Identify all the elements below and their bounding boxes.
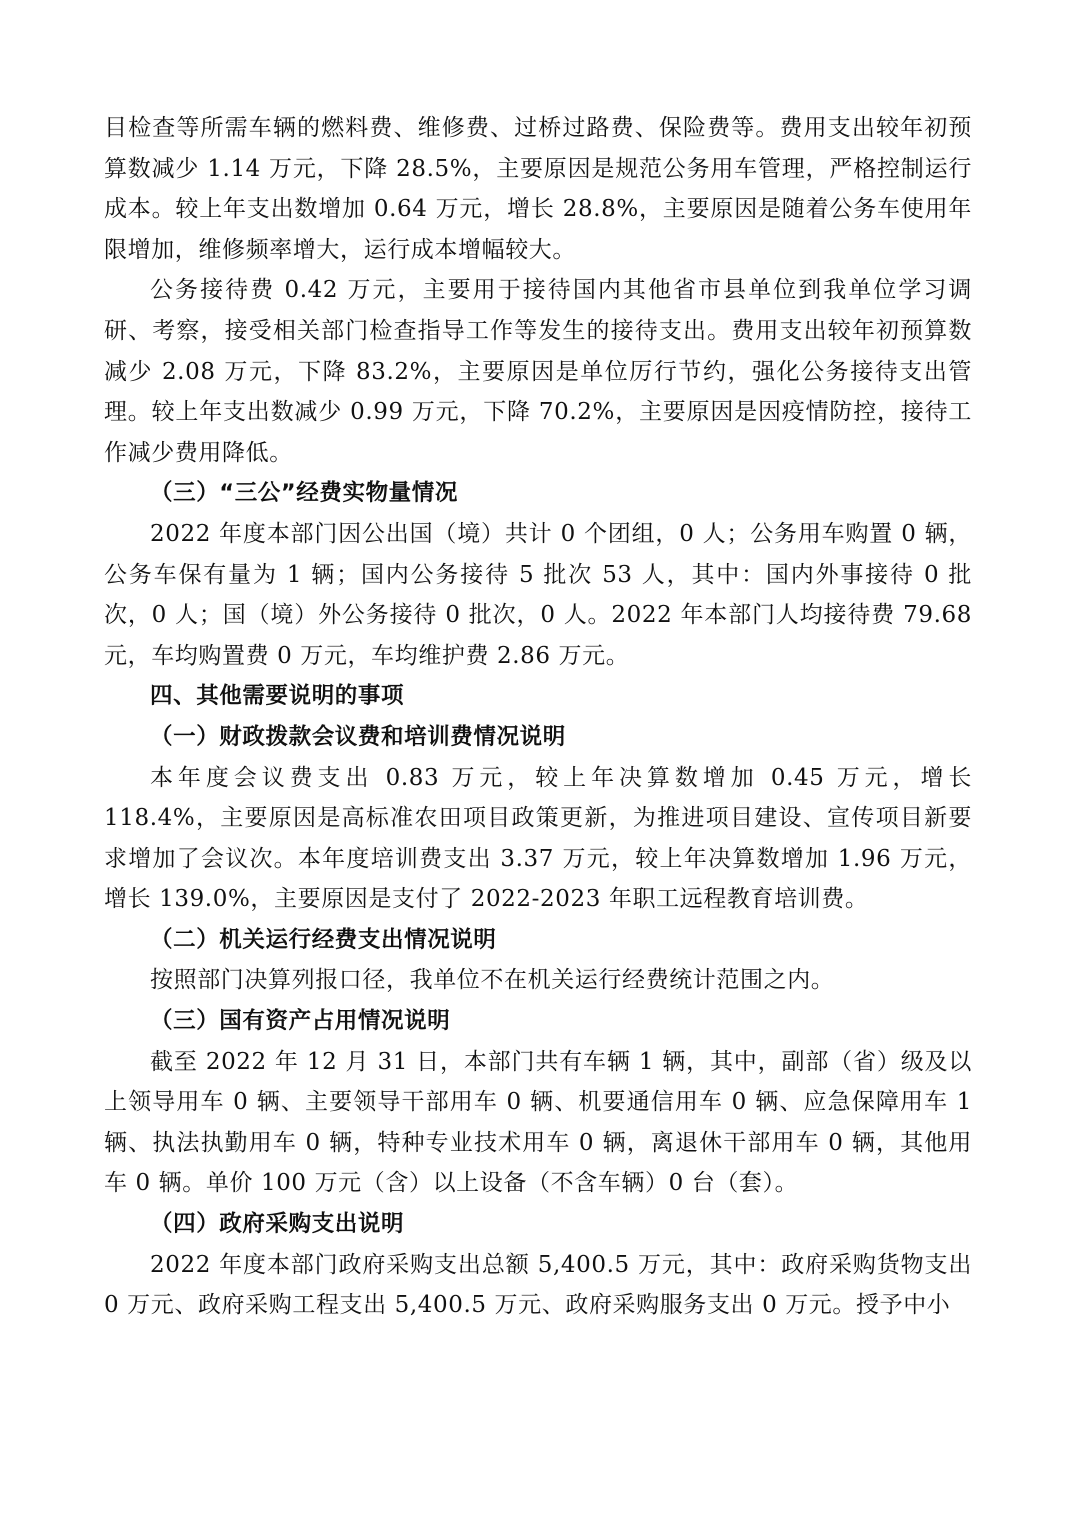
paragraph-reception-cost: 公务接待费 0.42 万元，主要用于接待国内其他省市县单位到我单位学习调研、考察，接受相关部门检查指导工作等发生的接待支出。费用支出较年初预算数减少 2.08 万元，下降 83.2%，主要原因是单位厉行节约，强化公务接待支出管理。较上年支出数减少 0.99 万元，下降 70.2%，主要原因是因疫情防控，接待工作减少费用降低。 xyxy=(104,277,972,466)
heading-office-operation: （二）机关运行经费支出情况说明 xyxy=(150,926,497,953)
paragraph-meeting-training: 本年度会议费支出 0.83 万元，较上年决算数增加 0.45 万元，增长 118.4%，主要原因是高标准农田项目政策更新，为推进项目建设、宣传项目新要求增加了会议次。本年度培训费支出 3.37 万元，较上年决算数增加 1.96 万元，增长 139.0%，主要原因是支付了 2022-2023 年职工远程教育培训费。 xyxy=(104,764,972,913)
paragraph-government-procurement: 2022 年度本部门政府采购支出总额 5,400.5 万元，其中：政府采购货物支出 0 万元、政府采购工程支出 5,400.5 万元、政府采购服务支出 0 万元。授予中小 xyxy=(104,1251,972,1319)
paragraph-office-operation: 按照部门决算列报口径，我单位不在机关运行经费统计范围之内。 xyxy=(150,967,835,994)
paragraph-state-assets: 截至 2022 年 12 月 31 日，本部门共有车辆 1 辆，其中，副部（省）级及以上领导用车 0 辆、主要领导干部用车 0 辆、机要通信用车 0 辆、应急保障用车 1 辆、执法执勤用车 0 辆，特种专业技术用车 0 辆，离退休干部用车 0 辆，其他用车 0 辆。单价 100 万元（含）以上设备（不含车辆）0 台（套）。 xyxy=(104,1048,972,1197)
paragraph-vehicle-cost-continued: 目检查等所需车辆的燃料费、维修费、过桥过路费、保险费等。费用支出较年初预算数减少 1.14 万元，下降 28.5%，主要原因是规范公务用车管理，严格控制运行成本。较上年支出数增加 0.64 万元，增长 28.8%，主要原因是随着公务车使用年限增加，维修频率增大，运行成本增幅较大。 xyxy=(104,115,972,263)
heading-meeting-training: （一）财政拨款会议费和培训费情况说明 xyxy=(150,723,566,750)
heading-three-public-quantity: （三）“三公”经费实物量情况 xyxy=(150,480,458,507)
heading-other-matters: 四、其他需要说明的事项 xyxy=(150,683,405,710)
document-page xyxy=(104,108,972,1326)
heading-government-procurement: （四）政府采购支出说明 xyxy=(150,1211,405,1238)
paragraph-three-public-quantity: 2022 年度本部门因公出国（境）共计 0 个团组，0 人；公务用车购置 0 辆，公务车保有量为 1 辆；国内公务接待 5 批次 53 人，其中：国内外事接待 0 批次，0 人；国（境）外公务接待 0 批次，0 人。2022 年本部门人均接待费 79.68 元，车均购置费 0 万元，车均维护费 2.86 万元。 xyxy=(104,520,972,669)
heading-state-assets: （三）国有资产占用情况说明 xyxy=(150,1008,451,1035)
